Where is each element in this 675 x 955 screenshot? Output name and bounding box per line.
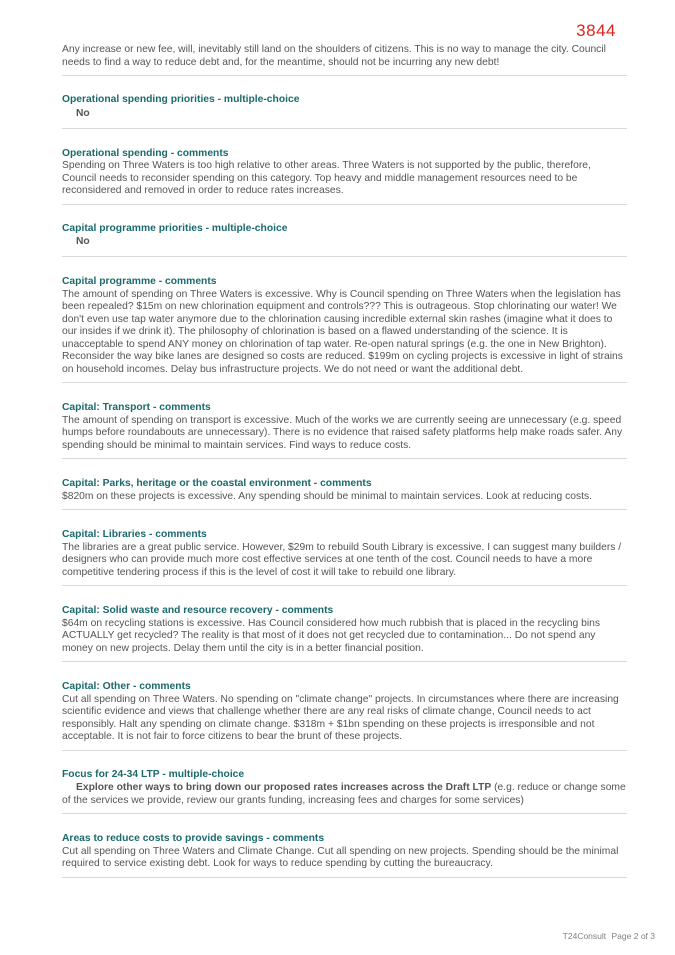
section-heading: Capital programme - comments [62,276,217,287]
section-heading: Capital: Other - comments [62,681,191,692]
section-ltp-focus [62,769,627,808]
comment-text: $64m on recycling stations is excessive. Has Council considered how much rubbish that is placed in the recycling bins ACTUALLY get recycled? The reality is that most of it does not get recycled due to contamination... Do not spend any money on new projects. Delay them until the city is in a better financial position. [62,617,600,654]
section-capital-comments [62,276,627,376]
section-heading: Capital: Transport - comments [62,402,211,413]
answer-option-bold: Explore other ways to bring down our proposed rates increases across the Draft LTP [76,782,492,793]
section-divider [62,813,627,814]
section-reduce-costs [62,833,627,871]
section-divider [62,128,627,129]
document-content [62,44,627,878]
page-footer [563,931,655,941]
section-capital-solid-waste [62,605,627,655]
section-operational-priorities [62,94,627,121]
section-heading: Capital programme priorities - multiple-choice [62,222,288,234]
section-divider [62,877,627,878]
section-heading: Capital: Solid waste and resource recovery - comments [62,605,334,616]
section-heading: Capital: Libraries - comments [62,529,207,540]
section-operational-comments [62,148,627,198]
section-heading: Capital: Parks, heritage or the coastal environment - comments [62,478,372,489]
section-divider [62,661,627,662]
section-divider [62,256,627,257]
section-heading: Operational spending - comments [62,147,229,159]
comment-text: The amount of spending on transport is excessive. Much of the works we are currently seeing are unnecessary (e.g. speed humps before roundabouts are unnecessary). There is no evidence that raised safety platforms help make roads safer. Any spending should be minimal to maintain services. Find ways to reduce costs. [62,414,623,451]
section-capital-transport [62,402,627,452]
section-divider [62,585,627,586]
section-divider [62,458,627,459]
comment-text: $820m on these projects is excessive. Any spending should be minimal to maintain services. Look at reducing costs. [62,490,592,502]
section-divider [62,204,627,205]
intro-paragraph: Any increase or new fee, will, inevitably still land on the shoulders of citizens. This is no way to manage the city. Council needs to find a way to reduce debt and, for the meantime, should not be incurring any new debt! [62,44,606,68]
footer-brand: T24Consult [562,931,607,941]
section-divider [62,750,627,751]
multiple-choice-answer: No [76,107,90,119]
comment-text: The libraries are a great public service. However, $29m to rebuild South Library is excessive. I can suggest many builders / designers who can provide much more cost effective services at one tenth of the cost. Council needs to have a more competitive tendering process if this is the level of cost it will take to rebuild one library. [62,541,622,578]
footer-page-label: Page 2 of 3 [611,931,655,941]
comment-text: Cut all spending on Three Waters and Climate Change. Cut all spending on new projects. Spending should be the minimal required to service existing debt. Look for ways to reduce spending by cutting the bureaucracy. [62,845,619,869]
section-heading: Areas to reduce costs to provide savings - comments [62,833,325,844]
comment-text: The amount of spending on Three Waters is excessive. Why is Council spending on Three Waters when the legislation has been repealed? $15m on new chlorination equipment and controls??? This is outrageous. Stop chlorinating our water! We don't even use tap water anymore due to the chlorination causing incredible external skin rashes (imagine what it does to our insides if we drink it). The philosophy of chlorination is based on a flawed understanding of the science. It is unacceptable to spend ANY money on chlorination of tap water. Re-open natural springs (e.g. the one in New Brighton). Reconsider the way bike lanes are designed so costs are reduced. $199m on cycling projects is excessive in light of strains on household incomes. Delay bus infrastructure projects. We do not need or want the additional debt. [62,288,623,375]
multiple-choice-answer [62,781,632,807]
section-divider [62,382,627,383]
section-capital-priorities [62,223,627,250]
multiple-choice-answer: No [76,236,90,247]
section-divider [62,75,627,76]
section-heading: Focus for 24-34 LTP - multiple-choice [62,768,245,780]
section-capital-other [62,681,627,744]
answer-option-detail: (e.g. reduce or change some of the services we provide, review our grants funding, increasing fees and charges for some services) [62,782,626,806]
section-capital-parks [62,478,627,503]
section-capital-libraries [62,529,627,579]
comment-text: Spending on Three Waters is too high relative to other areas. Three Waters is not supported by the public, therefore, Council needs to reconsider spending on this category. Top heavy and middle management resources need to be reconsidered and removed in order to reduce rates increases. [62,160,591,196]
comment-text: Cut all spending on Three Waters. No spending on "climate change" projects. In circumstances where there are increasing scientific evidence and views that challenge whether there are any real risks of climate change, Council needs to act responsibly. Halt any spending on climate change. $318m + $1bn spending on these projects is irresponsible and not acceptable. It is not fair to force citizens to bear the brunt of these projects. [62,693,619,742]
section-divider [62,509,627,510]
section-heading: Operational spending priorities - multiple-choice [62,94,300,105]
page-number: 3844 [576,21,616,40]
